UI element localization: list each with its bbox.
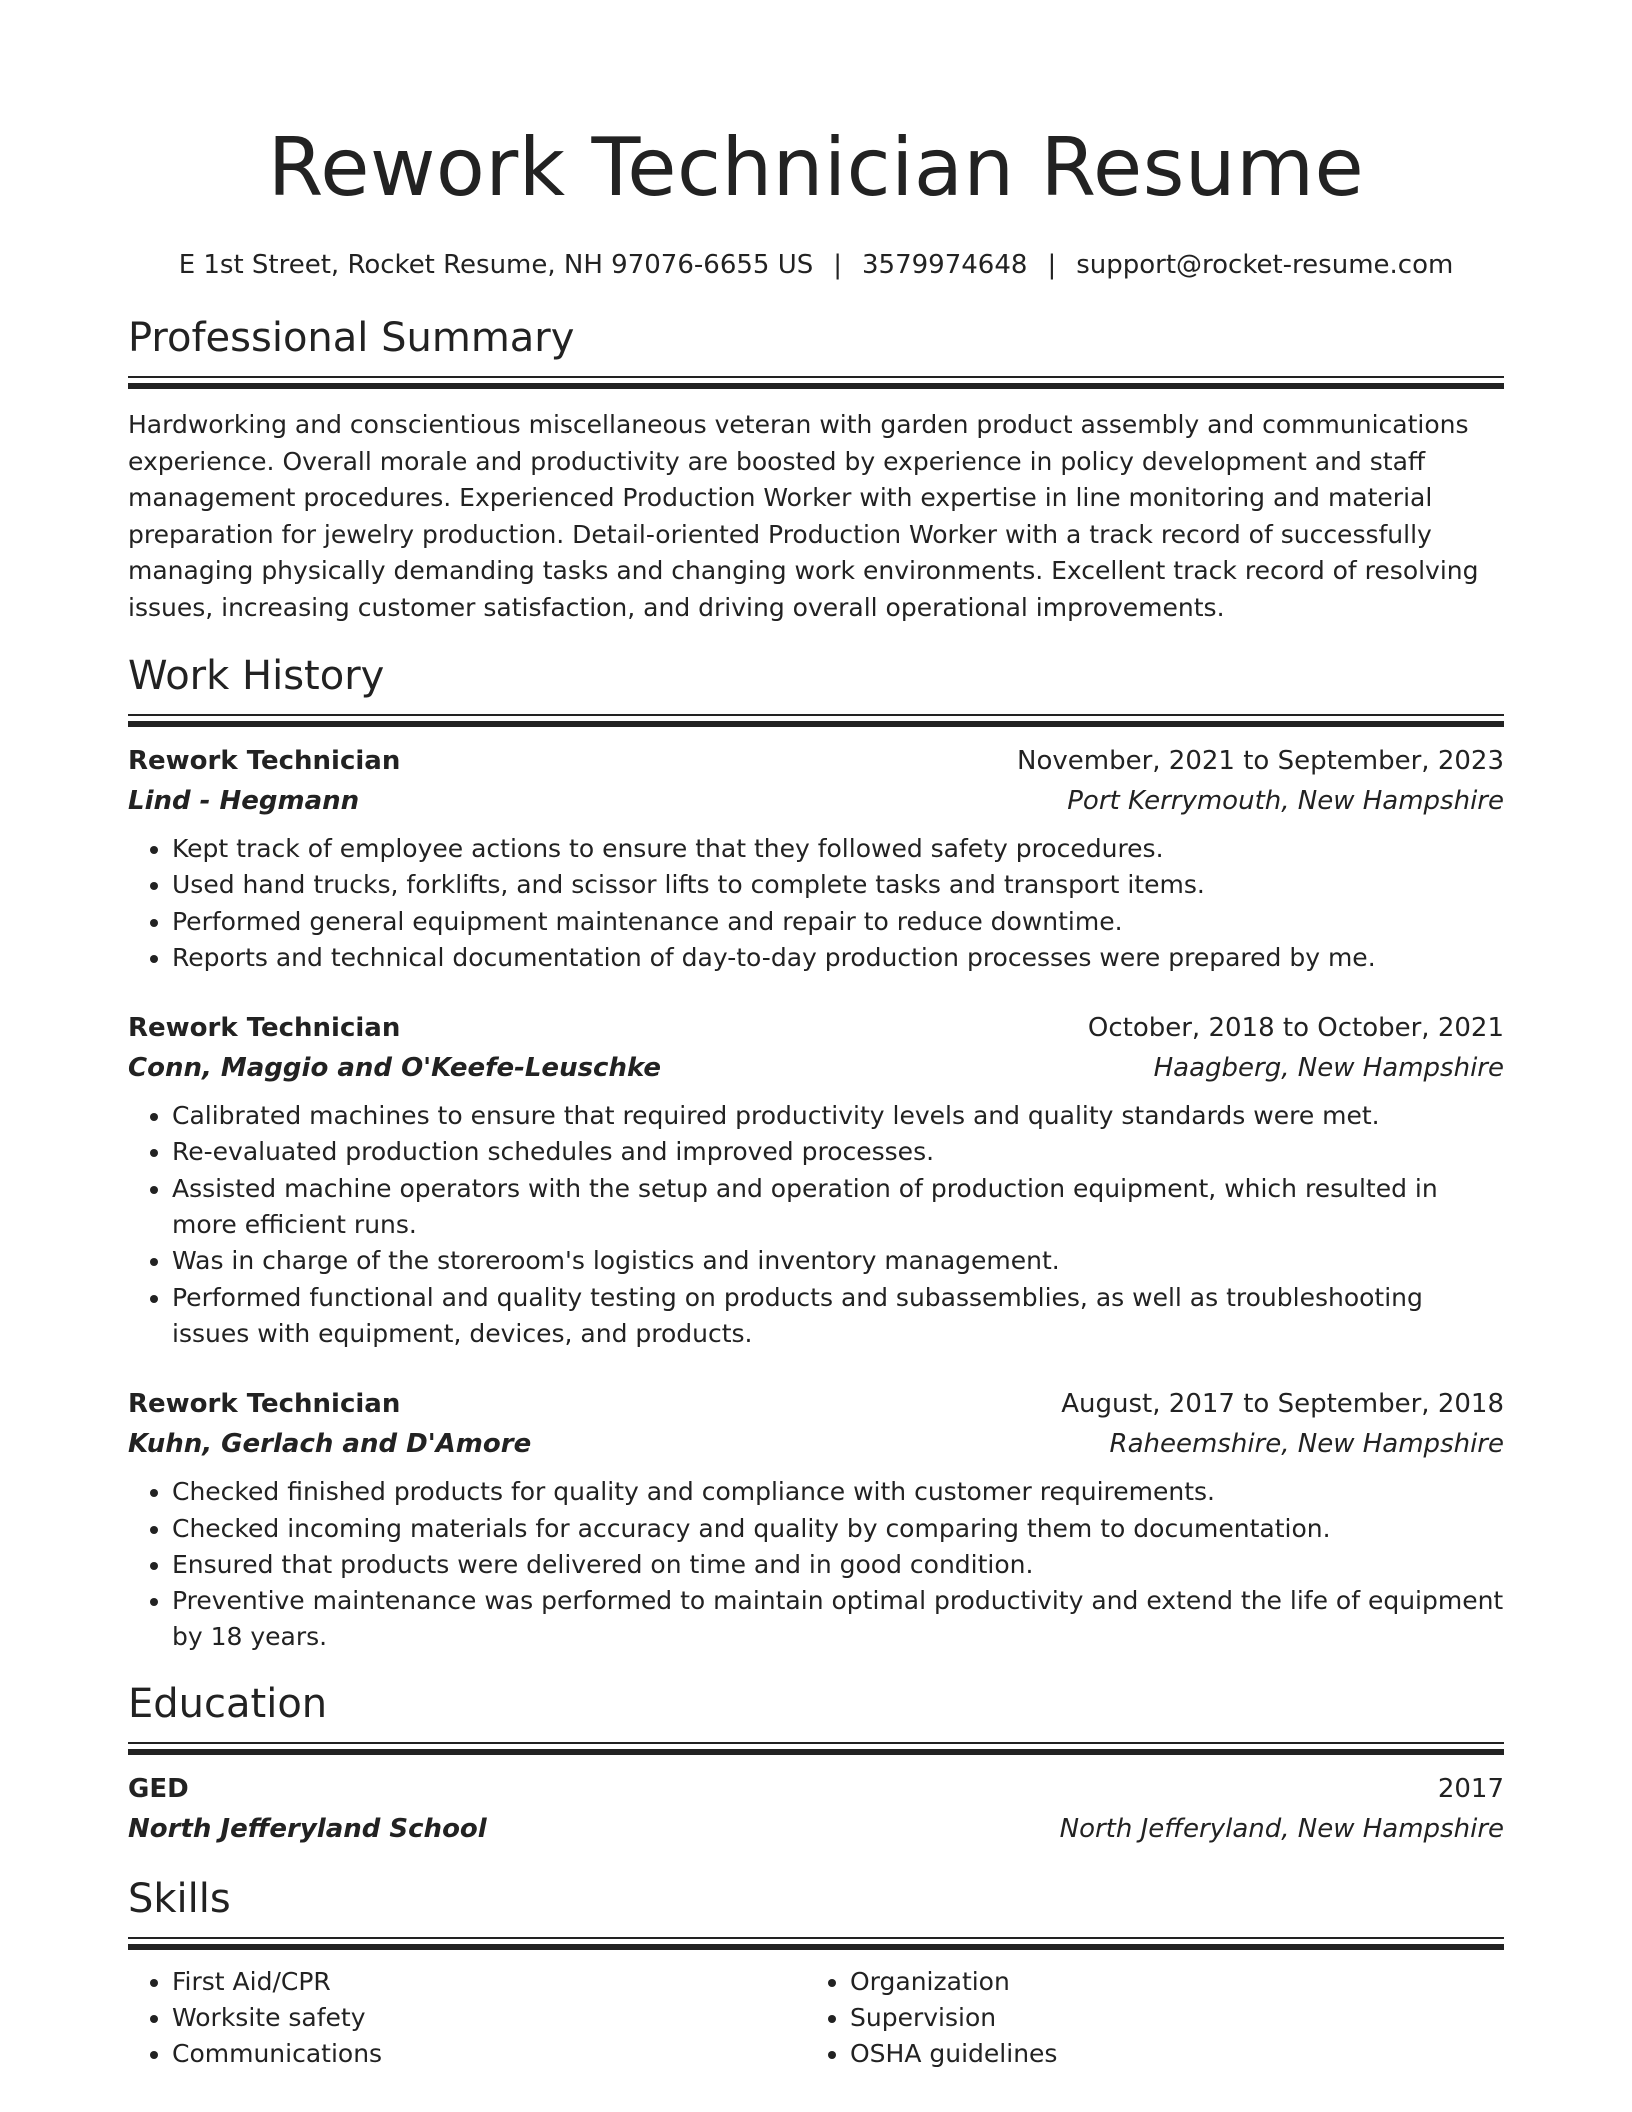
job-subheader [128, 781, 1504, 821]
contact-email: support@rocket-resume.com [1076, 250, 1454, 280]
job-location: Port Kerrymouth, New Hampshire [1067, 786, 1504, 816]
job-bullet: • Assisted machine operators with the setup and operation of production equipment, which resulted in more efficient runs. [172, 1171, 1504, 1244]
education-header [128, 1769, 1504, 1809]
summary-section [128, 314, 1504, 626]
job-location: Haagberg, New Hampshire [1153, 1053, 1504, 1084]
job-bullet: • Kept track of employee actions to ensure that they followed safety procedures. [172, 831, 1504, 867]
job-bullet: • Checked finished products for quality and compliance with customer requirements. [172, 1474, 1504, 1510]
summary-text: Hardworking and conscientious miscellaneous veteran with garden product assembly and communications experience. Overall morale and productivity are boosted by experience in policy development and staff management procedures. Experienced Production Worker with expertise in line monitoring and material preparation for jewelry production. Detail-oriented Production Worker with a track record of successfully managing physically demanding tasks and changing work environments. Excellent track record of resolving issues, increasing customer satisfaction, and driving overall operational improvements. [128, 410, 1479, 622]
job-location: Raheemshire, New Hampshire [1109, 1429, 1504, 1460]
skill-item: • OSHA guidelines [850, 2036, 1484, 2072]
job-header [128, 741, 1504, 781]
job-dates: October, 2018 to October, 2021 [1087, 1013, 1504, 1044]
job-dates: November, 2021 to September, 2023 [1017, 746, 1504, 776]
skills-grid [128, 1964, 1504, 2073]
job-bullet: • Ensured that products were delivered on time and in good condition. [172, 1547, 1504, 1583]
education-section [128, 1680, 1504, 1849]
job-bullet: • Checked incoming materials for accuracy and quality by comparing them to documentation. [172, 1511, 1504, 1547]
section-divider [128, 376, 1504, 391]
section-title-education: Education [128, 1680, 328, 1727]
contact-line [128, 248, 1504, 282]
job-entry [128, 1008, 1504, 1352]
job-company: Conn, Maggio and O'Keefe-Leuschke [128, 1053, 661, 1084]
job-bullet: • Reports and technical documentation of day-to-day production processes were prepared by me. [172, 940, 1504, 976]
job-bullet: • Was in charge of the storeroom's logistics and inventory management. [172, 1243, 1504, 1279]
contact-phone: 3579974648 [862, 250, 1028, 280]
skills-section [128, 1875, 1504, 2073]
section-title-summary: Professional Summary [128, 315, 575, 361]
job-bullet: • Performed functional and quality testing on products and subassemblies, as well as troubleshooting issues with equipment, devices, and products. [172, 1280, 1504, 1353]
contact-separator: | [1047, 250, 1057, 280]
section-divider [128, 714, 1504, 729]
job-header [128, 1008, 1504, 1048]
section-divider [128, 1742, 1504, 1757]
job-title: Rework Technician [128, 746, 401, 776]
skill-item: • Organization [850, 1964, 1484, 2000]
education-subheader [128, 1809, 1504, 1849]
skill-item: • Supervision [850, 2000, 1484, 2036]
job-header [128, 1384, 1504, 1424]
skill-item: • First Aid/CPR [172, 1964, 806, 2000]
job-company: Lind - Hegmann [128, 786, 360, 816]
job-entry [128, 741, 1504, 976]
section-title-skills: Skills [128, 1875, 231, 1922]
education-entry [128, 1769, 1504, 1849]
job-company: Kuhn, Gerlach and D'Amore [128, 1429, 532, 1460]
skills-list [128, 1964, 806, 2073]
job-bullet: • Calibrated machines to ensure that required productivity levels and quality standards were met. [172, 1098, 1504, 1134]
job-bullets [128, 831, 1504, 976]
work-history-section [128, 652, 1504, 1656]
contact-address: E 1st Street, Rocket Resume, NH 97076-6655 US [178, 250, 814, 280]
education-year: 2017 [1437, 1773, 1504, 1804]
contact-separator: | [833, 250, 843, 280]
education-school: North Jefferyland School [128, 1813, 487, 1844]
job-entry [128, 1384, 1504, 1655]
job-dates: August, 2017 to September, 2018 [1061, 1389, 1504, 1420]
job-bullet: • Preventive maintenance was performed to maintain optimal productivity and extend the life of equipment by 18 years. [172, 1583, 1504, 1656]
job-bullets [128, 1474, 1504, 1655]
skills-column-left [128, 1964, 806, 2073]
resume-title: Rework Technician Resume [267, 121, 1365, 214]
job-bullet: • Re-evaluated production schedules and improved processes. [172, 1134, 1504, 1170]
skill-item: • Worksite safety [172, 2000, 806, 2036]
section-divider [128, 1937, 1504, 1952]
education-degree: GED [128, 1773, 189, 1804]
skills-column-right [806, 1964, 1484, 2073]
job-subheader [128, 1048, 1504, 1088]
section-title-work-history: Work History [128, 653, 385, 699]
education-location: North Jefferyland, New Hampshire [1059, 1813, 1504, 1844]
skills-list [806, 1964, 1484, 2073]
job-bullet: • Performed general equipment maintenance and repair to reduce downtime. [172, 904, 1504, 940]
skill-item: • Communications [172, 2036, 806, 2072]
job-title: Rework Technician [128, 1389, 401, 1420]
job-subheader [128, 1424, 1504, 1464]
job-title: Rework Technician [128, 1013, 401, 1044]
job-bullet: • Used hand trucks, forklifts, and scissor lifts to complete tasks and transport items. [172, 867, 1504, 903]
job-bullets [128, 1098, 1504, 1352]
